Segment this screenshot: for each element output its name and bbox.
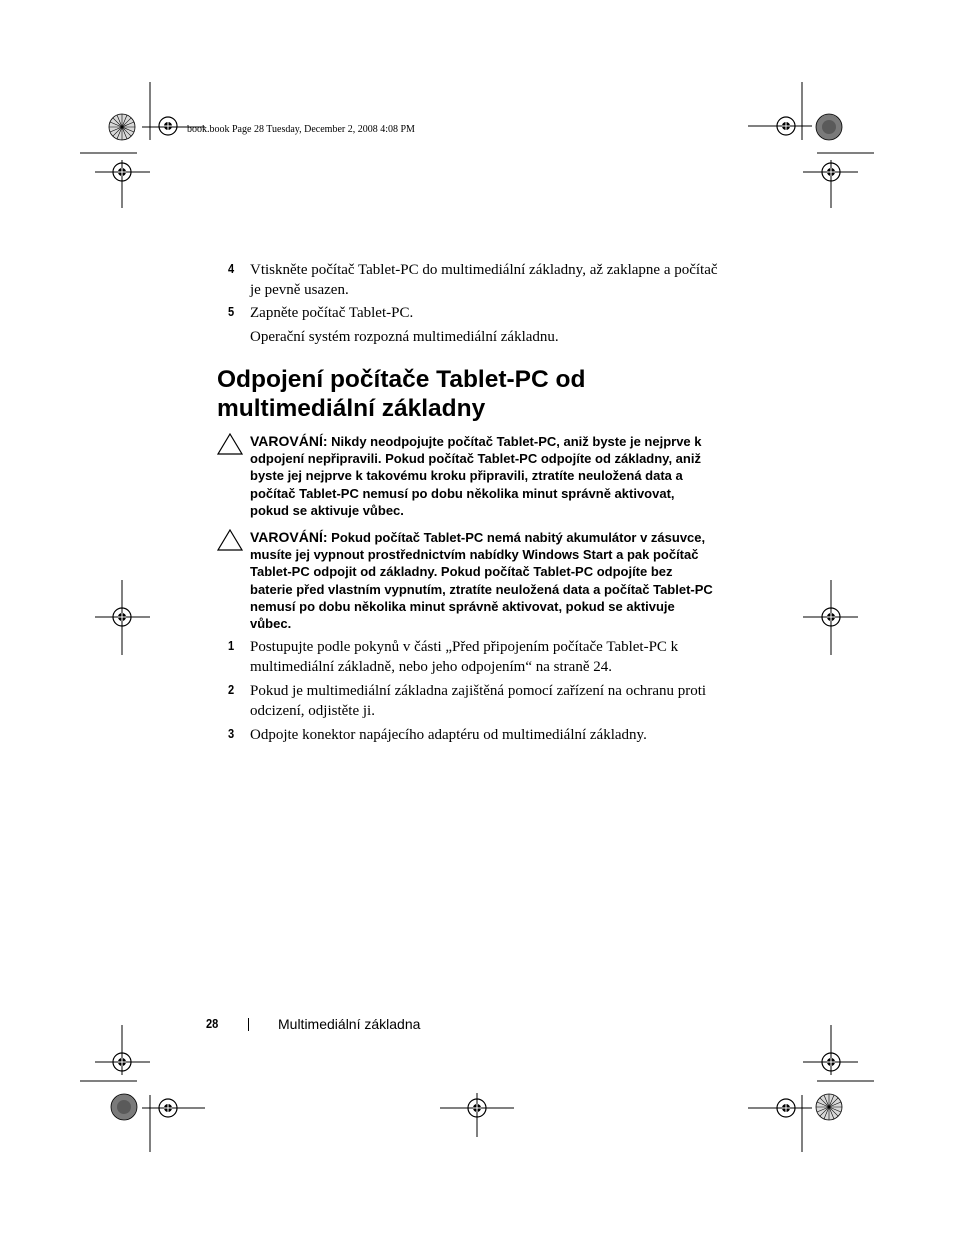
step-item-1 bbox=[228, 638, 718, 677]
heading-line-1: Odpojení počítače Tablet-PC od bbox=[217, 366, 586, 393]
footer-section-title: Multimediální základna bbox=[278, 1016, 421, 1032]
warning-block bbox=[217, 529, 717, 632]
step-item-5 bbox=[228, 304, 718, 324]
warning-text: Nikdy neodpojujte počítač Tablet-PC, aniž byste je nejprve k odpojení nepřipravili. Pokud počítač Tablet-PC odpojíte od základny, aniž byste jej nejprve k takovému kroku připravili, ztratíte neuložená data a počítač Tablet-PC nemusí po dobu několika minut správně aktivovat, pokud se aktivuje vůbec. bbox=[250, 434, 702, 518]
step-item-3 bbox=[228, 726, 718, 746]
step-number: 3 bbox=[228, 726, 235, 741]
step-text: Vtiskněte počítač Tablet-PC do multimediální základny, až zaklapne a počítač je pevně usazen. bbox=[250, 262, 718, 298]
warning-triangle-icon bbox=[217, 433, 243, 455]
step-text: Pokud je multimediální základna zajištěná pomocí zařízení na ochranu proti odcizení, odjistěte ji. bbox=[250, 683, 707, 719]
step-number: 2 bbox=[228, 682, 235, 697]
step-number: 1 bbox=[228, 638, 235, 653]
step-text: Zapněte počítač Tablet-PC. bbox=[250, 305, 414, 321]
footer-divider bbox=[248, 1018, 249, 1031]
heading-line-2: multimediální základny bbox=[217, 395, 486, 422]
step-item-4 bbox=[228, 261, 718, 300]
section-heading bbox=[217, 365, 737, 423]
step-number: 4 bbox=[228, 261, 235, 276]
step-number: 5 bbox=[228, 304, 235, 319]
step-item-2 bbox=[228, 682, 718, 721]
warning-text: Pokud počítač Tablet-PC nemá nabitý akumulátor v zásuvce, musíte jej vypnout prostřednictvím nabídky Windows Start a pak počítač Tablet-PC odpojit od základny. Pokud počítač Tablet-PC odpojíte bez baterie před vlastním vypnutím, ztratíte neuložená data a počítač Tablet-PC nemusí po dobu několika minut správně aktivovat, pokud se aktivuje vůbec. bbox=[250, 530, 713, 632]
warning-block bbox=[217, 433, 717, 519]
step-text: Postupujte podle pokynů v části „Před připojením počítače Tablet-PC k multimediální základně, nebo jeho odpojením“ na straně 24. bbox=[250, 639, 679, 675]
step-text: Odpojte konektor napájecího adaptéru od multimediální základny. bbox=[250, 727, 647, 743]
warning-label: VAROVÁNÍ: bbox=[250, 529, 328, 545]
step-note: Operační systém rozpozná multimediální základnu. bbox=[250, 329, 559, 345]
page-number: 28 bbox=[206, 1016, 219, 1031]
warning-label: VAROVÁNÍ: bbox=[250, 433, 328, 449]
printer-slug-line: book.book Page 28 Tuesday, December 2, 2008 4:08 PM bbox=[187, 124, 415, 135]
warning-triangle-icon bbox=[217, 529, 243, 551]
